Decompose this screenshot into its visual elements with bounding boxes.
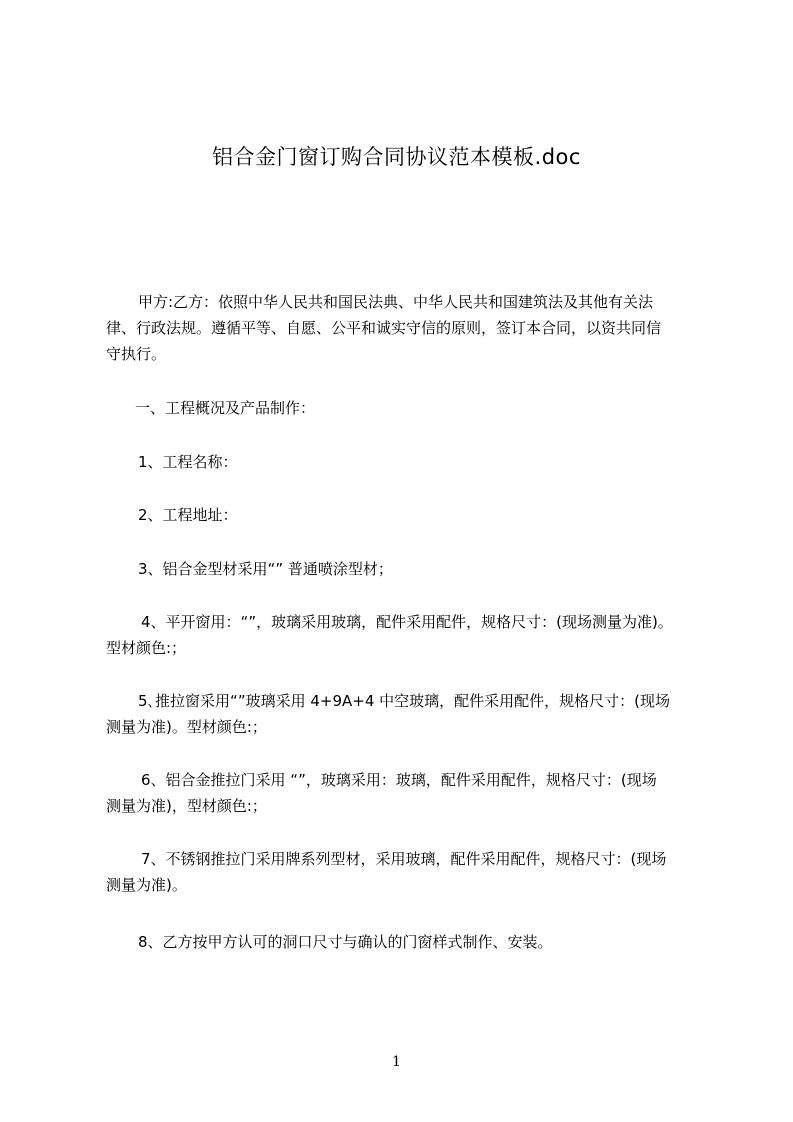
intro-line-2: 律、行政法规。遵循平等、自愿、公平和诚实守信的原则，签订本合同，以资共同信 [106, 319, 662, 337]
list-item-6-line-1: 6、铝合金推拉门采用 “”，玻璃采用：玻璃，配件采用配件，规格尺寸：(现场 [141, 771, 657, 789]
document-title: 铝合金门窗订购合同协议范本模板.doc [212, 145, 581, 169]
list-item-8: 8、乙方按甲方认可的洞口尺寸与确认的门窗样式制作、安装。 [138, 933, 553, 951]
list-item-7-line-2: 测量为准)。 [106, 876, 187, 894]
page-number: 1 [392, 1054, 401, 1070]
list-item-5-line-1: 5､推拉窗采用“”玻璃采用 4+9A+4 中空玻璃，配件采用配件，规格尺寸：(现场 [138, 692, 671, 710]
list-item-6-line-2: 测量为准)，型材颜色:； [106, 797, 267, 815]
intro-line-3: 守执行。 [106, 345, 167, 363]
list-item-7-line-1: 7、不锈钢推拉门采用牌系列型材，采用玻璃，配件采用配件，规格尺寸：(现场 [141, 850, 667, 868]
list-item-3: 3、铝合金型材采用“” 普通喷涂型材； [138, 560, 393, 578]
section-heading: 一、工程概况及产品制作： [135, 399, 316, 417]
list-item-4-line-2: 型材颜色:； [106, 639, 187, 657]
list-item-1: 1、工程名称： [138, 453, 238, 471]
list-item-5-line-2: 测量为准)。型材颜色:； [106, 718, 267, 736]
list-item-2: 2、工程地址： [138, 506, 238, 524]
intro-line-1: 甲方:乙方：依照中华人民共和国民法典、中华人民共和国建筑法及其他有关法 [138, 293, 654, 311]
list-item-4-line-1: 4、平开窗用：“”，玻璃采用玻璃，配件采用配件，规格尺寸：(现场测量为准)。 [141, 613, 673, 631]
